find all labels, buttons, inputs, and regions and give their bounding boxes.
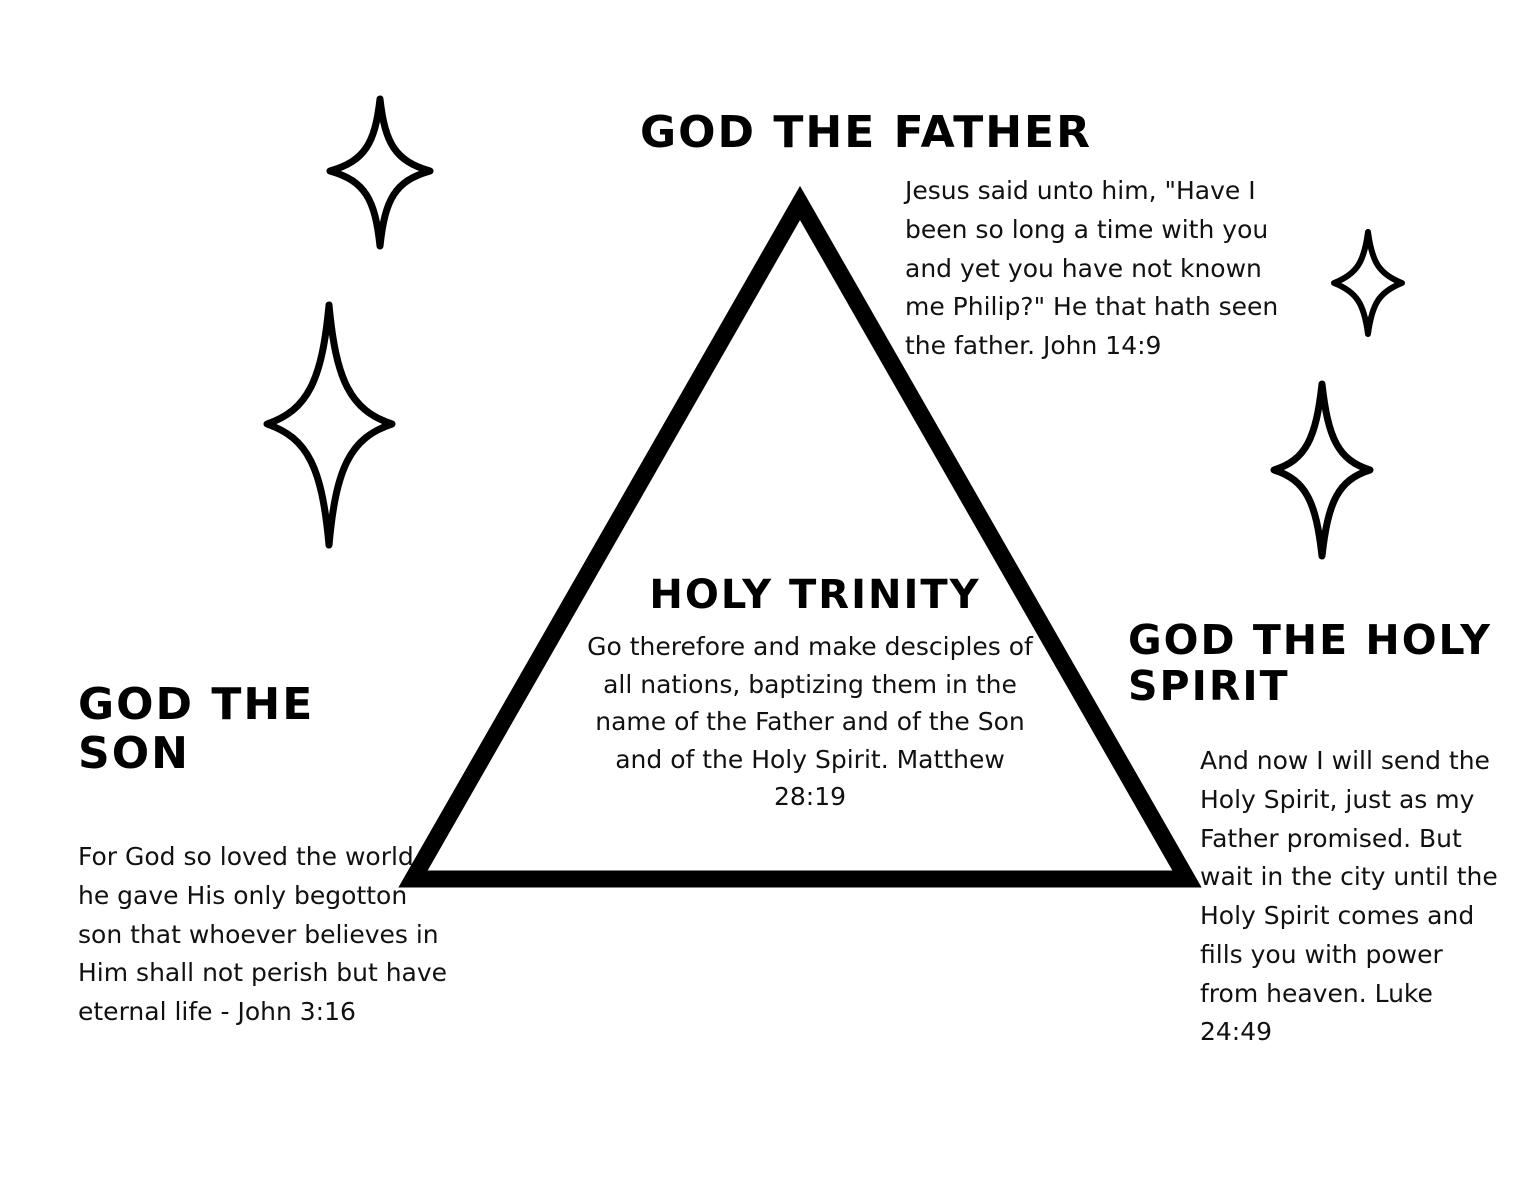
sparkle-icon-right xyxy=(1270,380,1375,560)
heading-god-the-son: GOD THE SON xyxy=(78,679,315,780)
sparkle-icon-top-right xyxy=(1330,228,1406,338)
verse-holy-trinity: Go therefore and make desciples of all nations, baptizing them in the name of the Father and of the Son and of the Holy Spirit. Matthew 28:19 xyxy=(587,632,1033,811)
heading-god-the-father: GOD THE FATHER xyxy=(640,107,1092,158)
heading-god-the-holy-spirit: GOD THE HOLY SPIRIT xyxy=(1128,616,1492,710)
verse-god-the-father: Jesus said unto him, "Have I been so long a time with you and yet you have not known me Philip?" He that hath seen the father. John 14:9 xyxy=(905,176,1279,360)
sparkle-icon-top-left xyxy=(325,95,435,250)
verse-god-the-holy-spirit: And now I will send the Holy Spirit, just as my Father promised. But wait in the city until the Holy Spirit comes and fills you with power from heaven. Luke 24:49 xyxy=(1200,746,1498,1047)
sparkle-icon-left xyxy=(262,300,397,550)
heading-holy-trinity: HOLY TRINITY xyxy=(649,572,981,618)
verse-god-the-son: For God so loved the world he gave His only begotton son that whoever believes in Him shall not perish but have eternal life - John 3:16 xyxy=(78,842,448,1026)
